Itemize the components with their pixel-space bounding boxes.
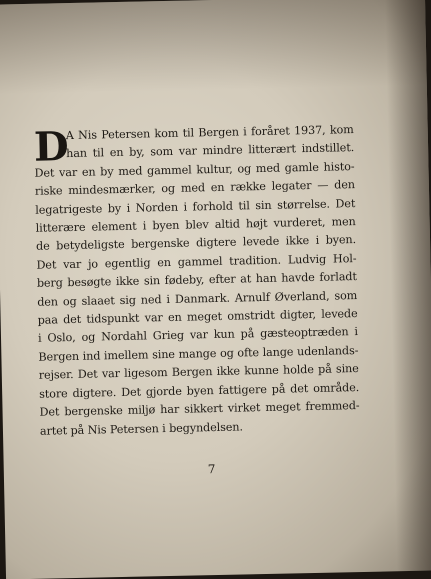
text-line: litterære element i byen blev altid højt vurderet, men: [35, 215, 356, 235]
text-line: riske mindesmærker, og med en række legater — den: [34, 178, 356, 198]
text-line: Det var jo egentlig en gammel tradition. Ludvig Hol-: [36, 251, 357, 272]
text-line: A Nis Petersen kom til Bergen i foråret 1937, kom: [65, 123, 354, 143]
text-line: i Oslo, og Nordahl Grieg var kun på gæsteoptræden i: [37, 325, 359, 346]
text-line: den og slaaet sig ned i Danmark. Arnulf Øverland, som: [37, 288, 358, 309]
text-line: rejser. Det var ligesom Bergen ikke kunne holde på sine: [38, 362, 359, 382]
text-line: legatrigeste by i Norden i forhold til sin størrelse. Det: [35, 196, 356, 217]
page-number: 7: [207, 462, 216, 477]
page-shadow-right: [385, 0, 431, 571]
text-line: han til en by, som var mindre litterært indstillet.: [66, 141, 355, 161]
text-line: de betydeligste bergenske digtere levede ikke i byen.: [35, 233, 357, 254]
text-line: Bergen ind imellem sine mange og ofte lange udenlands-: [38, 343, 359, 364]
text-line: berg besøgte ikke sin fødeby, efter at han havde forladt: [36, 270, 357, 290]
text-line: Det var en by med gammel kultur, og med gamle histo-: [34, 159, 355, 180]
text-line: artet på Nis Petersen i begyndelsen.: [39, 419, 244, 438]
text-line: store digtere. Det gjorde byen fattigere på det område.: [39, 380, 360, 401]
drop-cap: D: [33, 123, 70, 171]
text-line: Det bergenske miljø har sikkert virket meget fremmed-: [39, 399, 360, 419]
text-line: paa det tidspunkt var en meget omstridt digter, levede: [37, 307, 358, 327]
body-text: [34, 121, 360, 441]
page-shadow-top: [0, 0, 427, 95]
